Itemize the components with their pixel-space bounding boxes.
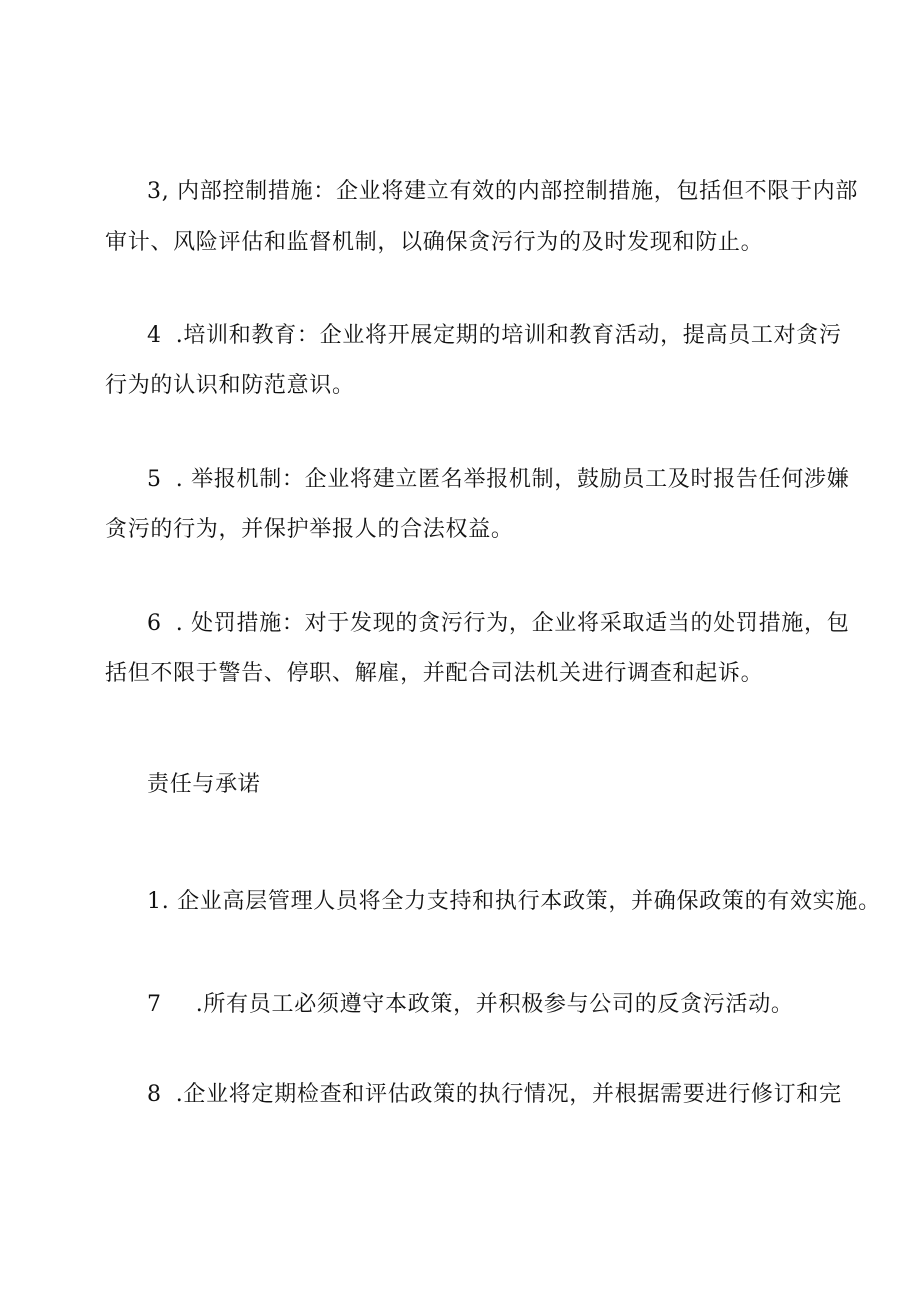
item-6-line-2: 括但不限于警告、停职、解雇，并配合司法机关进行调查和起诉。 bbox=[105, 661, 764, 686]
item-5-line-1-text: . 举报机制：企业将建立匿名举报机制，鼓励员工及时报告任何涉嫌 bbox=[175, 467, 850, 492]
item-4-line-1-text: .培训和教育：企业将开展定期的培训和教育活动，提高员工对贪污 bbox=[175, 323, 842, 348]
item-4-line-2: 行为的认识和防范意识。 bbox=[105, 373, 355, 398]
item-4-number: 4 bbox=[147, 323, 162, 348]
item-4-line-1 bbox=[147, 321, 842, 351]
commitment-7-text: .所有员工必须遵守本政策，并积极参与公司的反贪污活动。 bbox=[195, 992, 794, 1017]
commitment-8-number: 8 bbox=[147, 1082, 162, 1107]
item-6-line-1 bbox=[147, 609, 849, 639]
item-6-line-1-text: . 处罚措施：对于发现的贪污行为，企业将采取适当的处罚措施，包 bbox=[175, 611, 850, 636]
commitment-7-number: 7 bbox=[147, 992, 162, 1017]
item-5-line-1 bbox=[147, 465, 849, 495]
commitment-1: 1. 企业高层管理人员将全力支持和执行本政策，并确保政策的有效实施。 bbox=[147, 889, 881, 914]
item-5-line-2: 贪污的行为，并保护举报人的合法权益。 bbox=[105, 517, 514, 542]
item-6-number: 6 bbox=[147, 611, 162, 636]
commitment-8-text: .企业将定期检查和评估政策的执行情况，并根据需要进行修订和完 bbox=[175, 1082, 842, 1107]
item-3-line-2: 审计、风险评估和监督机制，以确保贪污行为的及时发现和防止。 bbox=[105, 230, 764, 255]
commitment-8 bbox=[147, 1080, 842, 1110]
item-3-line-1: 3, 内部控制措施：企业将建立有效的内部控制措施，包括但不限于内部 bbox=[147, 179, 859, 204]
commitment-7 bbox=[147, 990, 794, 1020]
item-5-number: 5 bbox=[147, 467, 162, 492]
section-heading: 责任与承诺 bbox=[147, 772, 261, 797]
